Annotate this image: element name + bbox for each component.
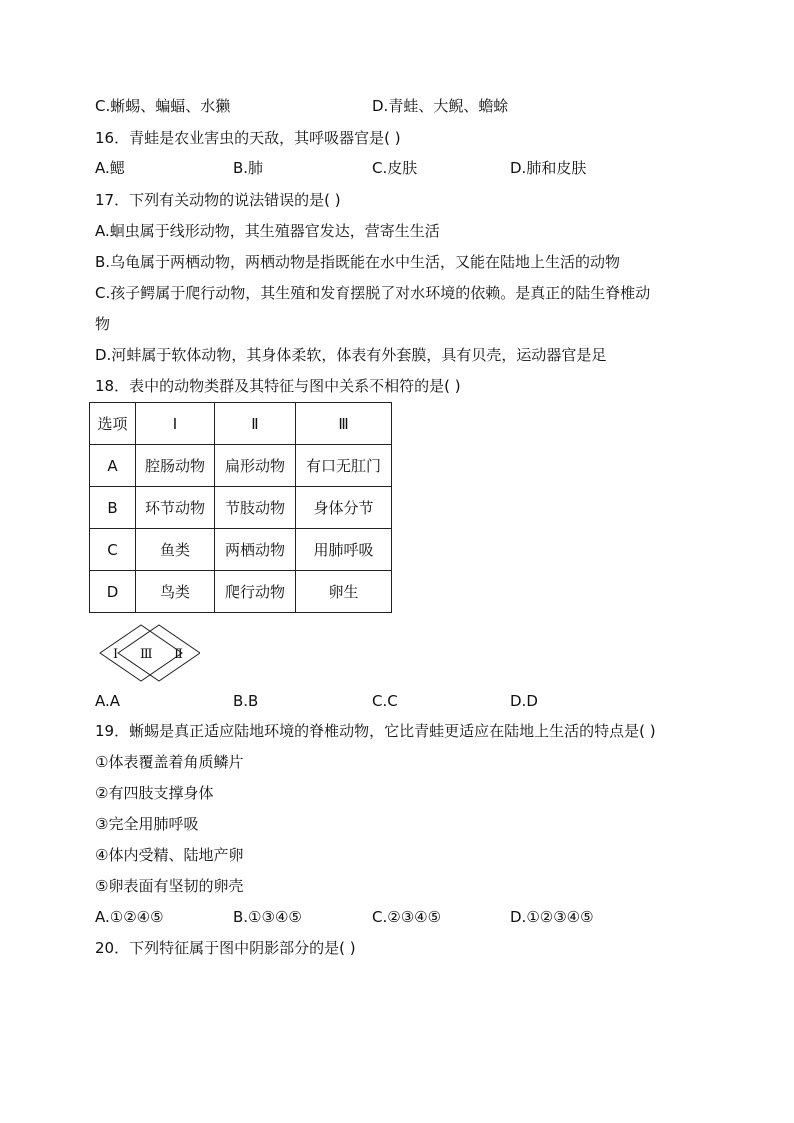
table-row	[90, 529, 392, 571]
table-cell: 有口无肛门	[296, 445, 392, 487]
q16-option-d: D.肺和皮肤	[510, 159, 587, 177]
diagram-label-2: Ⅱ	[174, 647, 183, 662]
table-cell: A	[90, 445, 136, 487]
q19-option-b: B.①③④⑤	[233, 908, 302, 926]
q19-stem: 19．蜥蜴是真正适应陆地环境的脊椎动物，它比青蛙更适应在陆地上生活的特点是( )	[95, 722, 656, 740]
table-cell: 节肢动物	[215, 487, 296, 529]
q19-item-5: ⑤卵表面有坚韧的卵壳	[95, 877, 244, 895]
q18-option-a: A.A	[95, 692, 121, 710]
q16-stem: 16．青蛙是农业害虫的天敌，其呼吸器官是( )	[95, 129, 401, 147]
q19-item-4: ④体内受精、陆地产卵	[95, 846, 244, 864]
diamond-set-2	[118, 625, 200, 681]
q19-option-d: D.①②③④⑤	[510, 908, 594, 926]
diagram-label-3: Ⅲ	[140, 647, 153, 662]
q17-option-c-continued: 物	[95, 315, 111, 333]
q18-option-c: C.C	[372, 692, 398, 710]
q19-option-c: C.②③④⑤	[372, 908, 442, 926]
q15-option-c: C.蜥蜴、蝙蝠、水獭	[95, 97, 231, 115]
table-row	[90, 487, 392, 529]
q19-item-1: ①体表覆盖着角质鳞片	[95, 753, 244, 771]
table-header-cell: Ⅱ	[215, 403, 296, 445]
q18-relation-diagram	[96, 621, 200, 685]
q19-item-3: ③完全用肺呼吸	[95, 815, 199, 833]
diagram-label-1: I	[113, 647, 119, 662]
table-cell: 扁形动物	[215, 445, 296, 487]
table-cell: B	[90, 487, 136, 529]
table-row	[90, 445, 392, 487]
table-cell: 腔肠动物	[136, 445, 215, 487]
q17-stem: 17．下列有关动物的说法错误的是( )	[95, 191, 341, 209]
table-cell: 爬行动物	[215, 571, 296, 613]
q16-option-a: A.鳃	[95, 159, 125, 177]
q17-option-b: B.乌龟属于两栖动物，两栖动物是指既能在水中生活，又能在陆地上生活的动物	[95, 253, 621, 271]
table-row	[90, 571, 392, 613]
table-cell: C	[90, 529, 136, 571]
table-cell: 环节动物	[136, 487, 215, 529]
q15-option-d: D.青蛙、大鲵、蟾蜍	[372, 97, 509, 115]
q16-option-b: B.肺	[233, 159, 264, 177]
table-cell: D	[90, 571, 136, 613]
q16-option-c: C.皮肤	[372, 159, 418, 177]
table-header-cell: Ⅲ	[296, 403, 392, 445]
table-header-cell: Ⅰ	[136, 403, 215, 445]
q20-stem: 20．下列特征属于图中阴影部分的是( )	[95, 939, 356, 957]
q17-option-d: D.河蚌属于软体动物，其身体柔软，体表有外套膜，具有贝壳，运动器官是足	[95, 346, 607, 364]
table-header-cell: 选项	[90, 403, 136, 445]
q19-option-a: A.①②④⑤	[95, 908, 164, 926]
table-cell: 鱼类	[136, 529, 215, 571]
q17-option-a: A.蛔虫属于线形动物，其生殖器官发达，营寄生生活	[95, 222, 440, 240]
q18-table	[89, 402, 392, 613]
table-cell: 用肺呼吸	[296, 529, 392, 571]
table-cell: 身体分节	[296, 487, 392, 529]
table-cell: 卵生	[296, 571, 392, 613]
q18-stem: 18．表中的动物类群及其特征与图中关系不相符的是( )	[95, 377, 461, 395]
q18-option-b: B.B	[233, 692, 259, 710]
q18-option-d: D.D	[510, 692, 538, 710]
table-cell: 两栖动物	[215, 529, 296, 571]
q17-option-c: C.孩子鳄属于爬行动物，其生殖和发育摆脱了对水环境的依赖。是真正的陆生脊椎动	[95, 284, 651, 302]
q19-item-2: ②有四肢支撑身体	[95, 784, 214, 802]
table-header-row	[90, 403, 392, 445]
table-cell: 鸟类	[136, 571, 215, 613]
